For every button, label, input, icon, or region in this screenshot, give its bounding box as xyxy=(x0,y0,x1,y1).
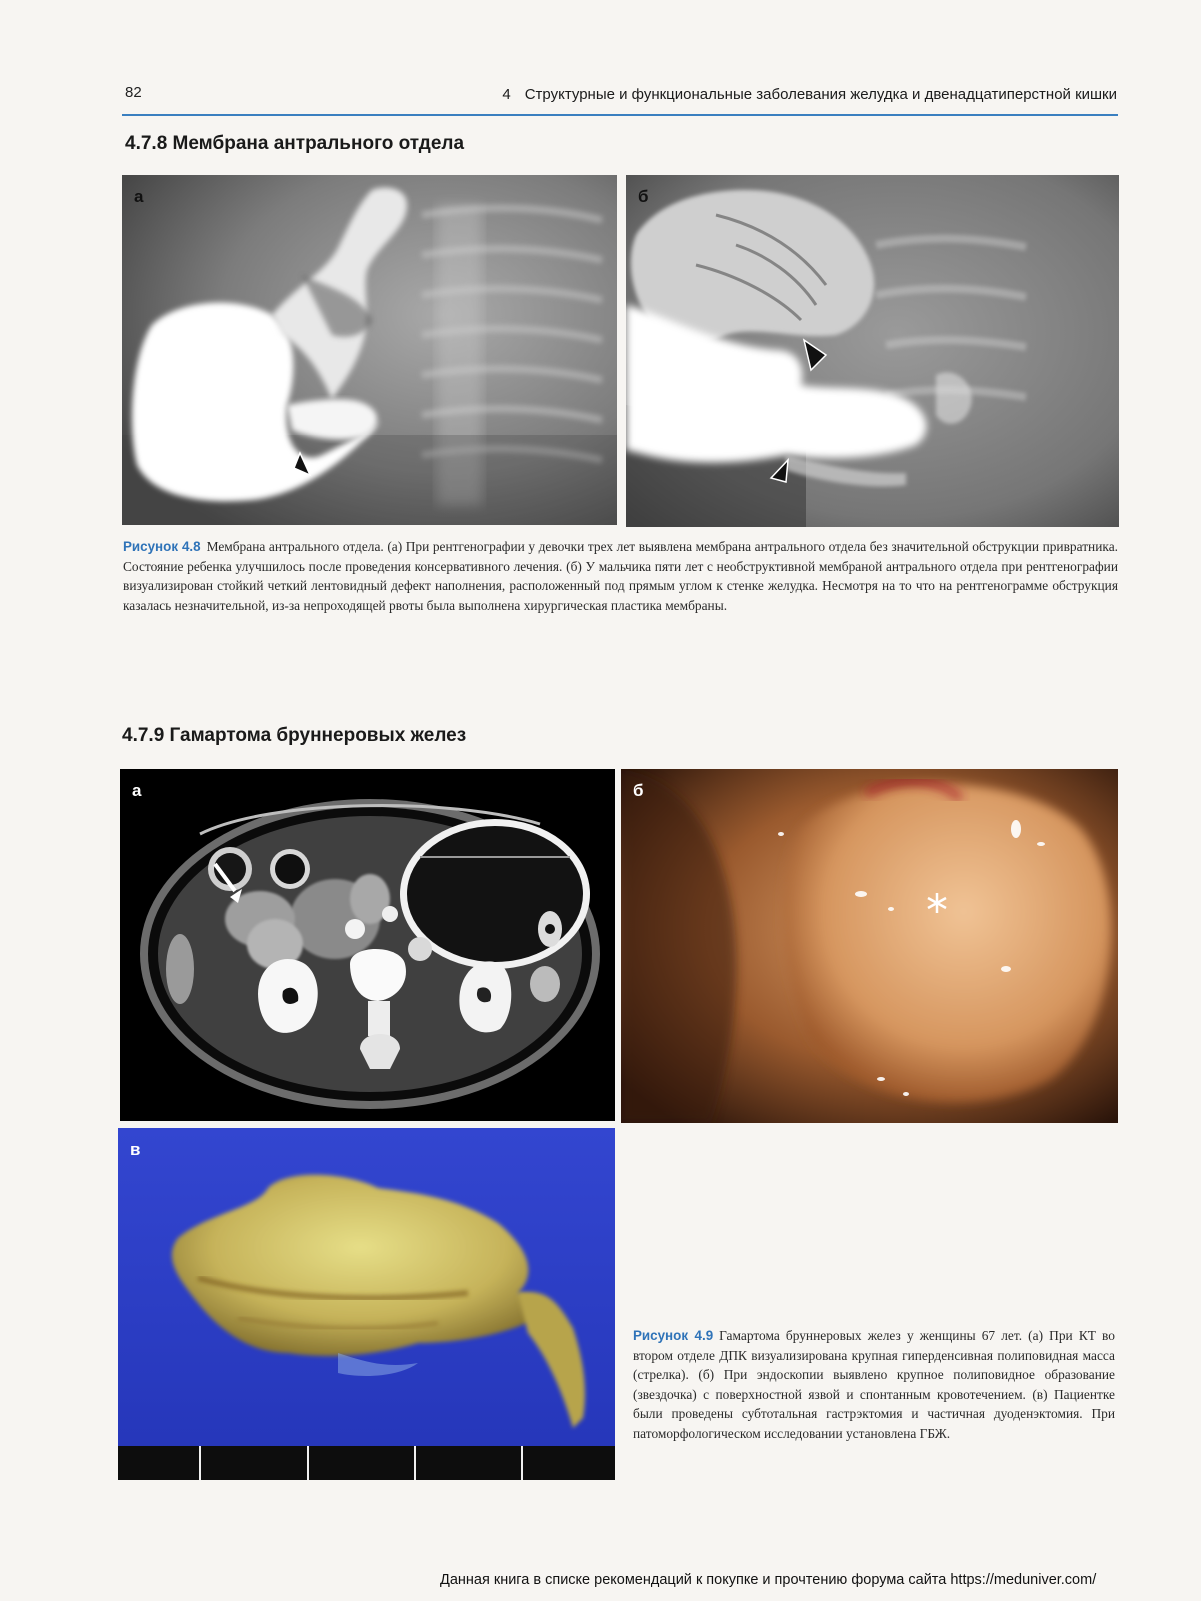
figure-4-8-caption xyxy=(123,537,1118,615)
section-title-4-7-9: 4.7.9 Гамартома бруннеровых желез xyxy=(122,725,467,746)
figure-4-9-panel-c-specimen xyxy=(118,1128,615,1480)
chapter-number: 4 xyxy=(502,86,511,103)
running-header xyxy=(502,86,1117,103)
caption-text: Гамартома бруннеровых желез у женщины 67 лет. (а) При КТ во втором отделе ДПК визуализирована крупная гиперденсивная полиповидная масса (стрелка). (б) При эндоскопии выявлено крупное полиповидное образование (звездочка) с поверхностной язвой и спонтанным кровотечением. (в) Пациентке были проведены субтотальная гастрэктомия и частичная дуоденэктомия. При патоморфологическом исследовании установлена ГБЖ. xyxy=(633,1328,1115,1441)
page-number: 82 xyxy=(125,84,142,101)
panel-label-b: б xyxy=(633,781,644,800)
panel-label-a: а xyxy=(134,187,144,206)
figure-4-9-caption xyxy=(633,1326,1115,1444)
section-title-4-7-8: 4.7.8 Мембрана антрального отдела xyxy=(125,133,465,154)
panel-label-a: а xyxy=(132,781,142,800)
ct-image xyxy=(120,769,615,1121)
header-rule xyxy=(122,114,1118,116)
figure-4-8-panel-a-xray xyxy=(122,175,617,525)
xray-image-a xyxy=(122,175,617,525)
endoscopy-image xyxy=(621,769,1118,1123)
figure-4-9-panel-b-endoscopy xyxy=(621,769,1118,1123)
xray-image-b xyxy=(626,175,1119,527)
panel-label-b: б xyxy=(638,187,649,206)
figure-4-9-panel-a-ct xyxy=(120,769,615,1121)
figure-label: Рисунок 4.8 xyxy=(123,539,201,554)
figure-4-8-panel-b-xray xyxy=(626,175,1119,527)
caption-text: Мембрана антрального отдела. (а) При рентгенографии у девочки трех лет выявлена мембрана антрального отдела без значительной обструкции привратника. Состояние ребенка улучшилось после проведения консервативного лечения. (б) У мальчика пяти лет с необструктивной мембраной антрального отдела при рентгенографии визуализирован стойкий четкий лентовидный дефект наполнения, расположенный под прямым углом к стенке желудка. Несмотря на то что на рентгенограмме обструкция казалась незначительной, из-за непроходящей рвоты была выполнена хирургическая пластика мембраны. xyxy=(123,539,1118,613)
specimen-image xyxy=(118,1128,615,1480)
figure-label: Рисунок 4.9 xyxy=(633,1328,714,1343)
panel-label-c: в xyxy=(130,1140,141,1159)
footer-note: Данная книга в списке рекомендаций к покупке и прочтению форума сайта https://meduniver.com/ xyxy=(440,1572,1097,1588)
chapter-title: Структурные и функциональные заболевания желудка и двенадцатиперстной кишки xyxy=(524,86,1117,103)
